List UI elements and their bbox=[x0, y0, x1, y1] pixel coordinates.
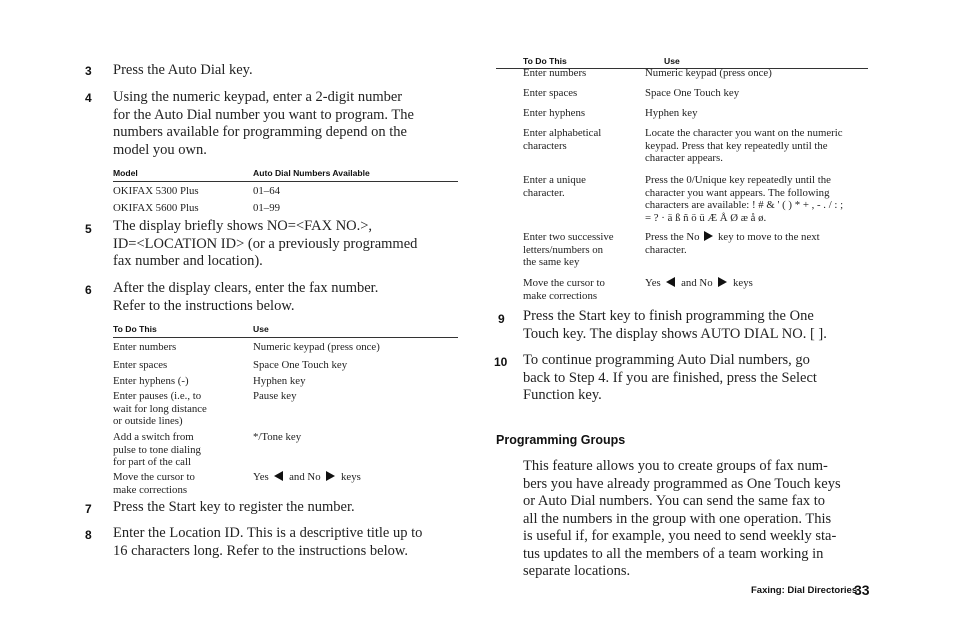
step-10-line: back to Step 4. If you are finished, press the Select bbox=[523, 369, 817, 386]
todo-line: characters bbox=[523, 139, 567, 152]
step-4-number: 4 bbox=[85, 91, 92, 105]
section-heading: Programming Groups bbox=[496, 433, 626, 447]
todo-line: Move the cursor to bbox=[523, 277, 605, 289]
step-6-line: Refer to the instructions below. bbox=[113, 297, 295, 314]
step-9-text bbox=[523, 308, 827, 343]
step-5-text bbox=[113, 218, 417, 271]
footer-section-title: Faxing: Dial Directories bbox=[751, 585, 858, 596]
use-cell: Numeric keypad (press once) bbox=[253, 341, 380, 353]
section-body bbox=[523, 458, 841, 581]
todo-header: To Do This bbox=[113, 324, 157, 334]
move-next-label: key to move to the next bbox=[718, 231, 820, 243]
step-8-line: Enter the Location ID. This is a descriptive title up to bbox=[113, 525, 423, 541]
step-5-line: fax number and location). bbox=[113, 253, 263, 269]
step-3-text: Press the Auto Dial key. bbox=[113, 62, 253, 78]
yes-label: Yes bbox=[253, 471, 269, 483]
use-line: Press the 0/Unique key repeatedly until the bbox=[645, 174, 831, 186]
todo-line: pulse to tone dialing bbox=[113, 443, 201, 456]
use-cell: Space One Touch key bbox=[645, 87, 740, 99]
model-header: Model bbox=[113, 168, 138, 178]
use-cell: Pause key bbox=[253, 390, 297, 402]
step-9-line: Press the Start key to finish programming the One bbox=[523, 308, 814, 324]
step-4-line: model you own. bbox=[113, 141, 207, 158]
triangle-right-icon bbox=[718, 277, 727, 287]
step-5-line: The display briefly shows NO=<FAX NO.>, bbox=[113, 218, 373, 234]
table-rule bbox=[113, 337, 458, 338]
step-8-number: 8 bbox=[85, 528, 92, 542]
model-cell: OKIFAX 5300 Plus bbox=[113, 185, 199, 197]
step-4-line: for the Auto Dial number you want to program. The bbox=[113, 106, 414, 123]
use-cell bbox=[645, 231, 820, 256]
section-line: This feature allows you to create groups of fax num- bbox=[523, 458, 828, 474]
auto-dial-header: Auto Dial Numbers Available bbox=[253, 168, 370, 178]
step-5-number: 5 bbox=[85, 222, 92, 236]
table-rule bbox=[113, 181, 458, 182]
todo-line: make corrections bbox=[523, 289, 598, 302]
section-line: all the numbers in the group with one operation. This bbox=[523, 510, 832, 527]
use-line: character appears. bbox=[645, 152, 723, 165]
step-7-text: Press the Start key to register the number. bbox=[113, 499, 355, 515]
step-6-text bbox=[113, 280, 378, 315]
todo-line: wait for long distance bbox=[113, 402, 207, 415]
todo-cell: Enter spaces bbox=[113, 359, 168, 371]
use-header: Use bbox=[664, 56, 680, 66]
use-line: keypad. Press that key repeatedly until the bbox=[645, 139, 828, 152]
todo-cell bbox=[523, 174, 586, 199]
use-line: character. bbox=[645, 243, 687, 256]
todo-cell bbox=[113, 471, 195, 496]
step-6-line: After the display clears, enter the fax number. bbox=[113, 280, 379, 296]
triangle-left-icon bbox=[666, 277, 675, 287]
range-cell: 01–99 bbox=[253, 202, 280, 214]
use-line: = ? · ä ß ñ ö ü Æ Å Ø æ å ø. bbox=[645, 211, 767, 224]
section-line: bers you have already programmed as One Touch keys bbox=[523, 475, 841, 492]
todo-line: Enter two successive bbox=[523, 231, 614, 243]
todo-cell bbox=[523, 127, 601, 152]
use-line: character you want appears. The following bbox=[645, 186, 830, 199]
todo-line: for part of the call bbox=[113, 456, 191, 469]
todo-cell bbox=[113, 390, 207, 428]
todo-line: letters/numbers on bbox=[523, 243, 604, 256]
section-line: is useful if, for example, you need to send weekly sta- bbox=[523, 528, 837, 544]
use-cell: Space One Touch key bbox=[253, 359, 348, 371]
todo-cell: Enter numbers bbox=[523, 67, 587, 79]
todo-line: the same key bbox=[523, 256, 580, 269]
step-10-line: To continue programming Auto Dial numbers, go bbox=[523, 352, 810, 368]
step-4-text bbox=[113, 89, 414, 159]
todo-cell bbox=[523, 277, 605, 302]
model-cell: OKIFAX 5600 Plus bbox=[113, 202, 199, 214]
step-10-number: 10 bbox=[494, 355, 508, 369]
step-8-text bbox=[113, 525, 422, 560]
step-3-number: 3 bbox=[85, 64, 92, 78]
todo-line: make corrections bbox=[113, 483, 188, 496]
todo-cell bbox=[523, 231, 614, 269]
use-line bbox=[645, 231, 820, 244]
todo-line: Add a switch from bbox=[113, 431, 194, 443]
todo-line: Enter alphabetical bbox=[523, 127, 602, 139]
todo-cell: Enter hyphens (-) bbox=[113, 375, 189, 387]
step-8-line: 16 characters long. Refer to the instructions below. bbox=[113, 542, 409, 559]
and-no-label: and No bbox=[681, 277, 713, 289]
step-6-number: 6 bbox=[85, 283, 92, 297]
todo-cell: Enter numbers bbox=[113, 341, 177, 353]
step-10-line: Function key. bbox=[523, 387, 602, 403]
step-4-line: numbers available for programming depend on the bbox=[113, 124, 407, 140]
use-cell bbox=[253, 471, 361, 484]
keys-label: keys bbox=[341, 471, 361, 483]
triangle-right-icon bbox=[704, 231, 713, 241]
todo-line: character. bbox=[523, 186, 565, 199]
step-4-line: Using the numeric keypad, enter a 2-digit number bbox=[113, 89, 403, 105]
press-no-label: Press the No bbox=[645, 231, 700, 243]
use-line: characters are available: ! # & ' ( ) * + , - . / : ; bbox=[645, 199, 844, 212]
triangle-right-icon bbox=[326, 471, 335, 481]
use-cell: */Tone key bbox=[253, 431, 302, 443]
step-7-number: 7 bbox=[85, 502, 92, 516]
step-9-number: 9 bbox=[498, 312, 505, 326]
use-line: Locate the character you want on the numeric bbox=[645, 127, 843, 139]
step-5-line: ID=<LOCATION ID> (or a previously programmed bbox=[113, 235, 418, 252]
todo-line: Move the cursor to bbox=[113, 471, 195, 483]
triangle-left-icon bbox=[274, 471, 283, 481]
step-9-line: Touch key. The display shows AUTO DIAL NO. [ ]. bbox=[523, 325, 827, 342]
todo-line: Enter a unique bbox=[523, 174, 586, 186]
todo-header: To Do This bbox=[523, 56, 567, 66]
yes-label: Yes bbox=[645, 277, 661, 289]
use-cell: Numeric keypad (press once) bbox=[645, 67, 772, 79]
keys-label: keys bbox=[733, 277, 753, 289]
use-header: Use bbox=[253, 324, 269, 334]
todo-cell: Enter hyphens bbox=[523, 107, 586, 119]
todo-cell bbox=[113, 431, 201, 469]
use-cell bbox=[645, 277, 753, 290]
range-cell: 01–64 bbox=[253, 185, 280, 197]
section-line: tus updates to all the members of a team working in bbox=[523, 545, 824, 562]
use-cell: Hyphen key bbox=[645, 107, 698, 119]
todo-line: or outside lines) bbox=[113, 415, 183, 428]
page-number: 33 bbox=[854, 582, 870, 598]
section-line: separate locations. bbox=[523, 563, 631, 579]
use-cell bbox=[645, 174, 843, 224]
use-cell: Hyphen key bbox=[253, 375, 306, 387]
and-no-label: and No bbox=[289, 471, 321, 483]
step-10-text bbox=[523, 352, 817, 405]
section-line: or Auto Dial numbers. You can send the same fax to bbox=[523, 493, 826, 509]
use-cell bbox=[645, 127, 843, 165]
todo-line: Enter pauses (i.e., to bbox=[113, 390, 202, 402]
todo-cell: Enter spaces bbox=[523, 87, 578, 99]
